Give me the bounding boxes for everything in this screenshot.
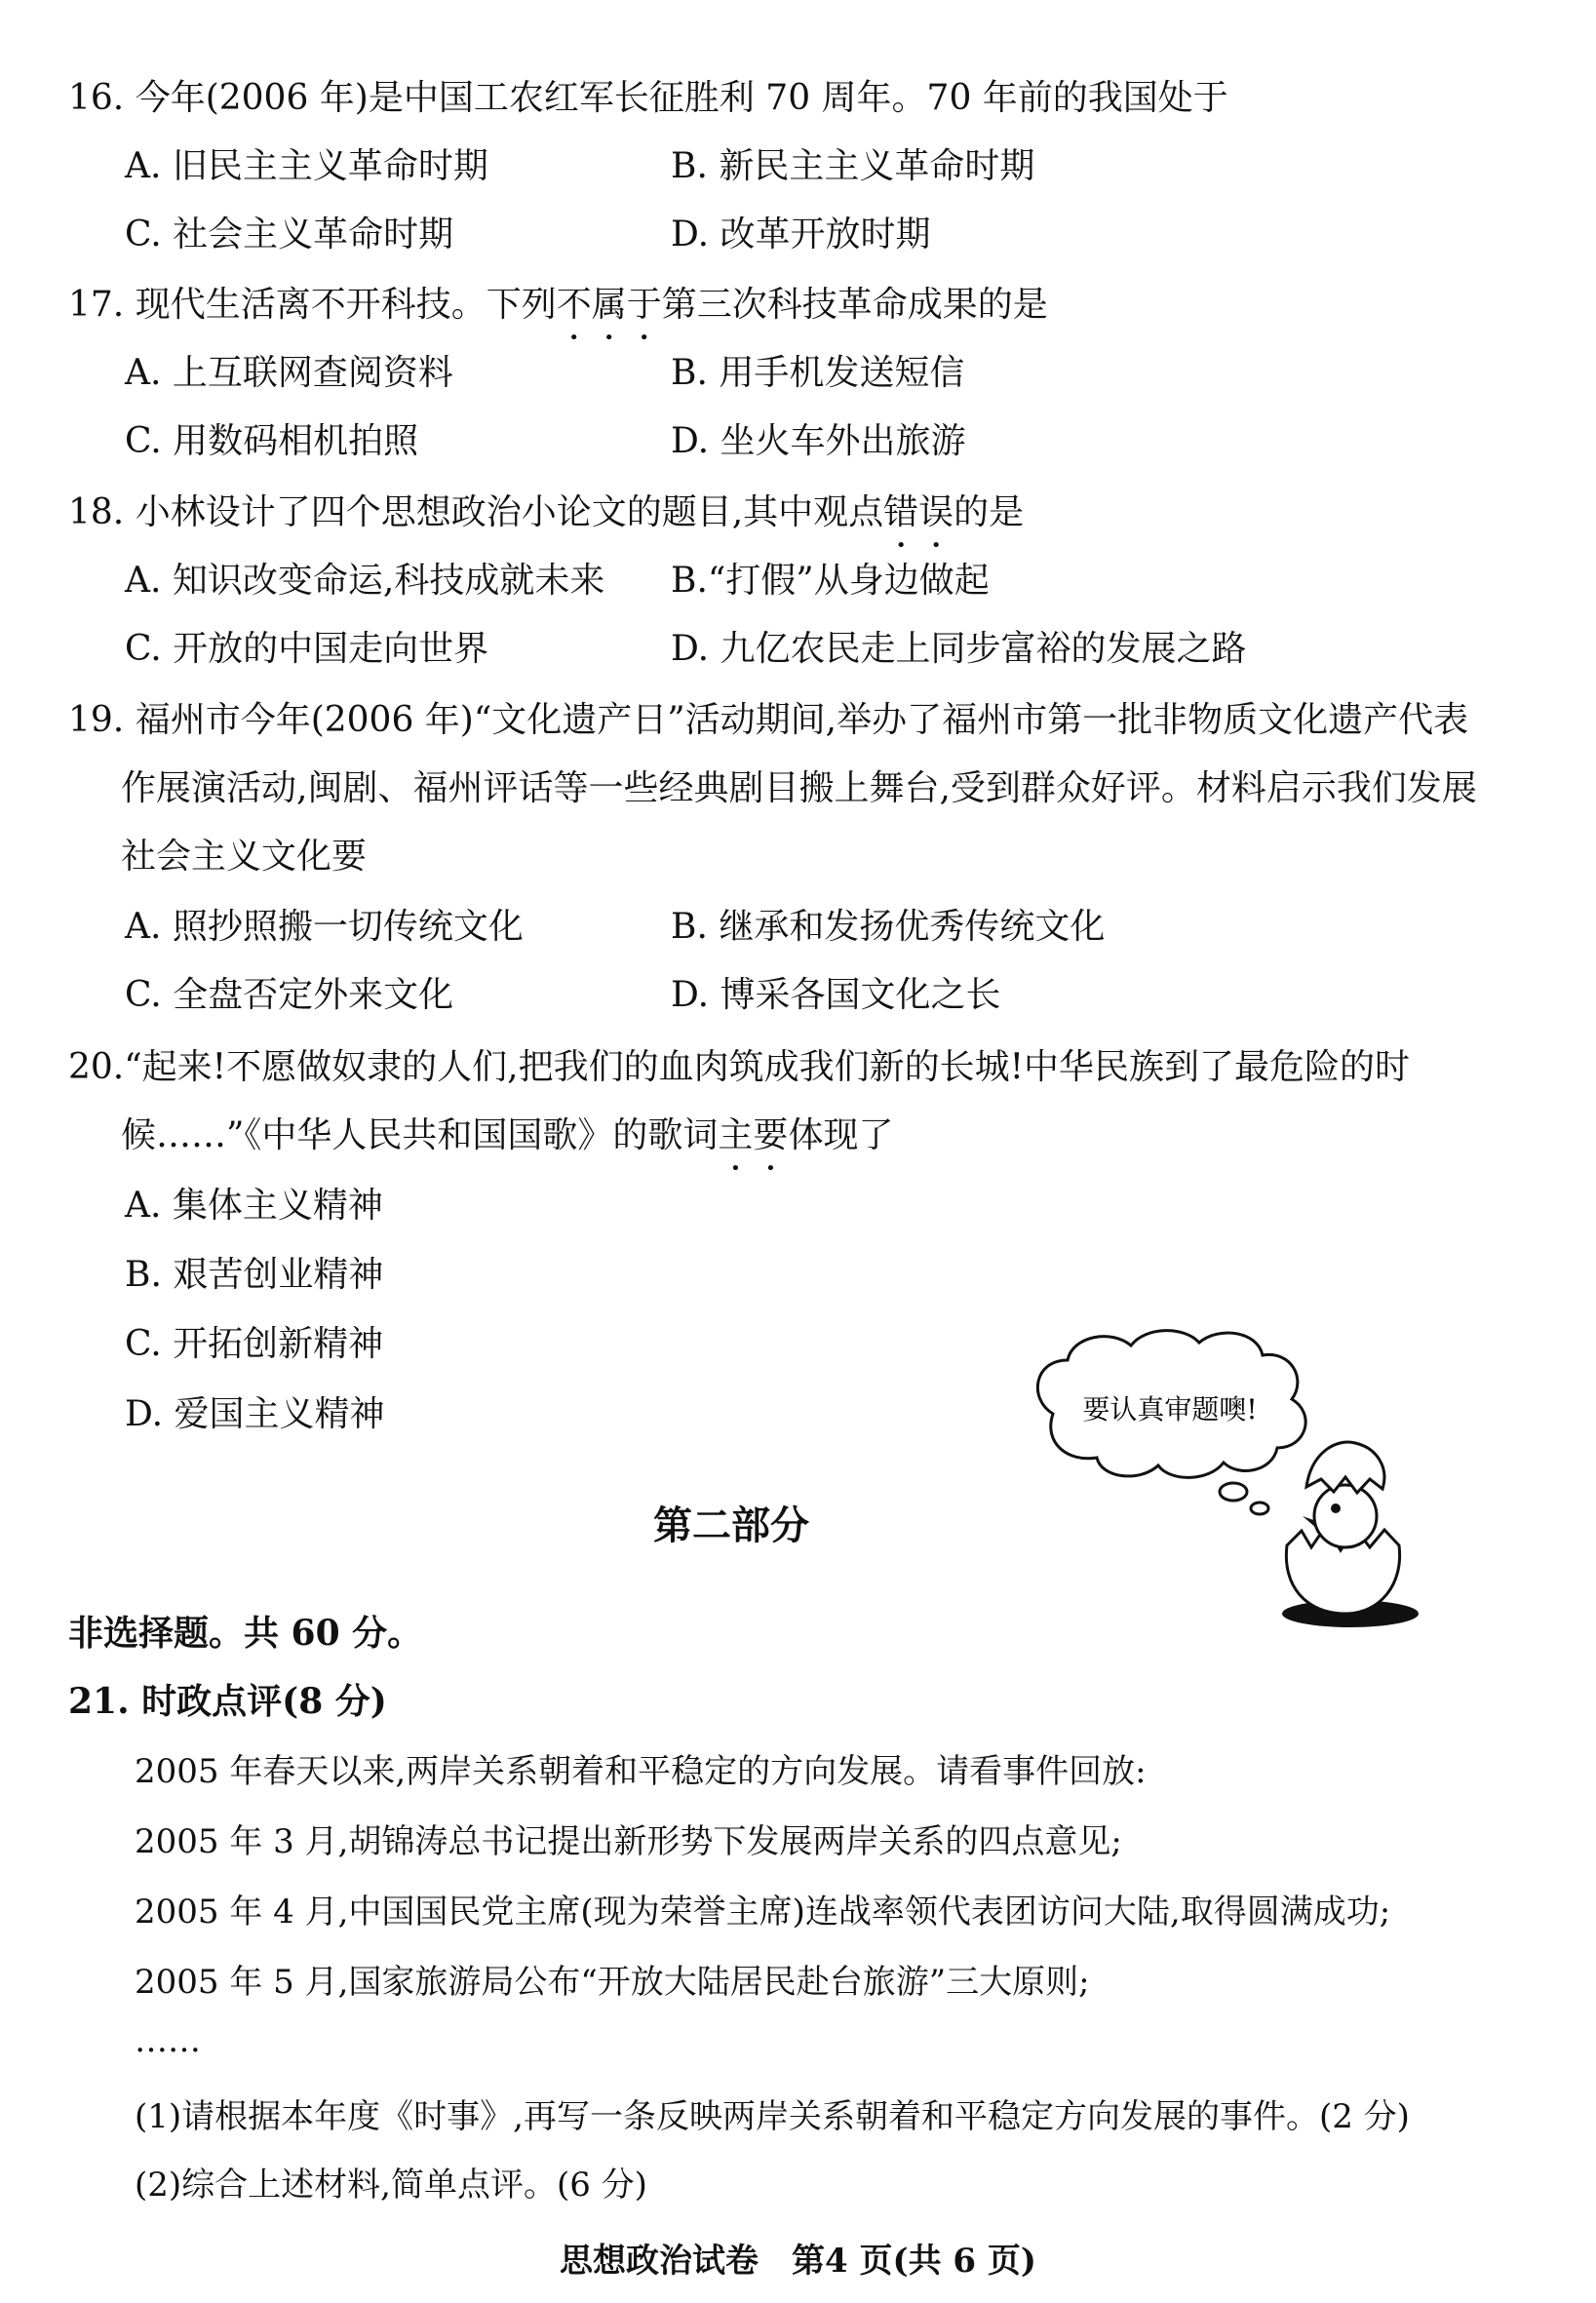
q17-option-c: C. 用数码相机拍照 [125, 421, 419, 461]
emphasis-char: 于 [626, 285, 662, 325]
q20-option-b: B. 艰苦创业精神 [125, 1255, 384, 1295]
q20-option-d: D. 爱国主义精神 [125, 1394, 385, 1434]
q20-option-a: A. 集体主义精神 [125, 1186, 383, 1226]
q19-line-2: 作展演活动,闽剧、福州评话等一些经典剧目搬上舞台,受到群众好评。材料启示我们发展 [121, 768, 1477, 808]
q21-material-line: 2005 年春天以来,两岸关系朝着和平稳定的方向发展。请看事件回放: [135, 1752, 1147, 1791]
q19-option-d: D. 博采各国文化之长 [671, 975, 1001, 1015]
q18-stem [68, 490, 1024, 535]
emphasis-char: 误 [918, 492, 954, 532]
part-two-intro: 非选择题。共 60 分。 [68, 1613, 423, 1654]
emphasis-char: 主 [718, 1115, 754, 1155]
q16-option-d: D. 改革开放时期 [671, 215, 931, 254]
q21-material-ellipsis: …… [135, 2021, 201, 2060]
q16-option-c: C. 社会主义革命时期 [125, 215, 454, 254]
emphasis-char: 属 [591, 285, 627, 325]
q16-option-b: B. 新民主主义革命时期 [671, 146, 1035, 186]
q19-line-1: 19. 福州市今年(2006 年)“文化遗产日”活动期间,举办了福州市第一批非物质文化遗产代表 [68, 700, 1469, 740]
q21-material-line: 2005 年 3 月,胡锦涛总书记提出新形势下发展两岸关系的四点意见; [135, 1822, 1122, 1861]
q20-line-2-pre: 候……”《中华人民共和国国歌》的歌词 [121, 1115, 719, 1155]
q17-stem [68, 283, 1048, 328]
emphasis-char: 要 [753, 1115, 789, 1155]
part-two-heading: 第二部分 [653, 1503, 809, 1548]
q18-stem-post: 的是 [954, 492, 1025, 532]
q17-option-a: A. 上互联网查阅资料 [125, 353, 453, 393]
emphasis-char: 错 [883, 492, 919, 532]
q17-stem-pre: 17. 现代生活离不开科技。下列 [68, 285, 557, 325]
q20-option-c: C. 开拓创新精神 [125, 1324, 384, 1364]
q21-title: 21. 时政点评(8 分) [68, 1681, 387, 1722]
q21-material-line: 2005 年 4 月,中国国民党主席(现为荣誉主席)连战率领代表团访问大陆,取得圆满成功; [135, 1893, 1391, 1932]
q19-option-c: C. 全盘否定外来文化 [125, 975, 454, 1015]
q18-option-d: D. 九亿农民走上同步富裕的发展之路 [671, 629, 1247, 669]
emphasis-char: 不 [556, 285, 592, 325]
q19-line-3: 社会主义文化要 [121, 837, 368, 877]
q18-option-a: A. 知识改变命运,科技成就未来 [125, 561, 605, 601]
q21-material-line: 2005 年 5 月,国家旅游局公布“开放大陆居民赴台旅游”三大原则; [135, 1963, 1090, 2002]
q20-line-2 [121, 1113, 893, 1158]
chick-cartoon-illustration [1014, 1321, 1423, 1633]
page-footer: 思想政治试卷 第4 页(共 6 页) [560, 2242, 1036, 2281]
q16-stem: 16. 今年(2006 年)是中国工农红军长征胜利 70 周年。70 年前的我国处于 [68, 78, 1228, 118]
q20-line-1: 20.“起来!不愿做奴隶的人们,把我们的血肉筑成我们新的长城!中华民族到了最危险的时 [68, 1047, 1411, 1087]
q18-option-b: B.“打假”从身边做起 [671, 561, 990, 601]
q16-option-a: A. 旧民主主义革命时期 [125, 146, 488, 186]
q20-line-2-post: 体现了 [788, 1115, 894, 1155]
q21-subquestion-2: (2)综合上述材料,简单点评。(6 分) [135, 2166, 647, 2205]
q17-stem-post: 第三次科技革命成果的是 [661, 285, 1048, 325]
q18-stem-pre: 18. 小林设计了四个思想政治小论文的题目,其中观点 [68, 492, 884, 532]
q18-option-c: C. 开放的中国走向世界 [125, 629, 489, 669]
q17-option-d: D. 坐火车外出旅游 [671, 421, 966, 461]
q19-option-a: A. 照抄照搬一切传统文化 [125, 907, 524, 947]
q17-option-b: B. 用手机发送短信 [671, 353, 965, 393]
q21-subquestion-1: (1)请根据本年度《时事》,再写一条反映两岸关系朝着和平稳定方向发展的事件。(2 分) [135, 2097, 1410, 2136]
bubble-text: 要认真审题噢! [1082, 1393, 1258, 1425]
q19-option-b: B. 继承和发扬优秀传统文化 [671, 907, 1106, 947]
